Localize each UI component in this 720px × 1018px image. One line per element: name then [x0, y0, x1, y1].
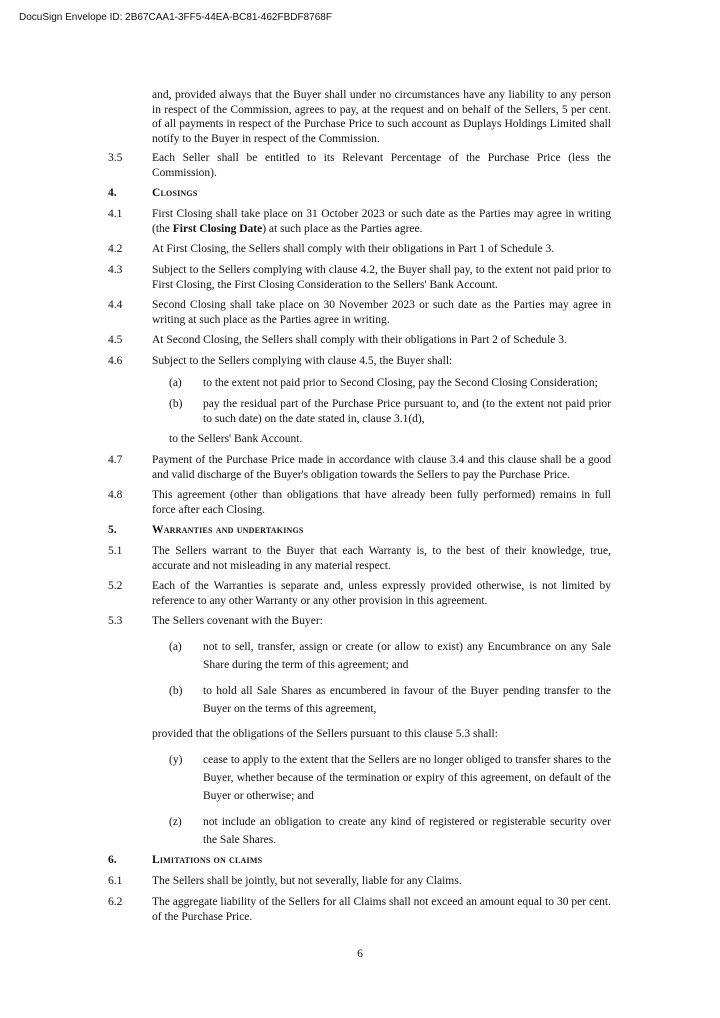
list-item-label: (b)	[169, 398, 183, 410]
list-item-text: not to sell, transfer, assign or create (or allow to exist) any Encumbrance on any Sale Share during the term of this agreement; and	[203, 641, 611, 671]
clause-number: 3.5	[108, 152, 123, 164]
clause-text: Subject to the Sellers complying with clause 4.5, the Buyer shall:	[152, 355, 453, 367]
clause-text-part: ) at such place as the Parties agree.	[262, 222, 423, 235]
clause-text: This agreement (other than obligations that have already been fully performed) remains in full force after each Closing.	[152, 489, 611, 516]
clause-number: 6.1	[108, 875, 123, 887]
clause-text: Subject to the Sellers complying with clause 4.2, the Buyer shall pay, to the extent not paid prior to First Closing, the First Closing Consideration to the Sellers' Bank Account.	[152, 264, 611, 291]
clause-number: 5.1	[108, 545, 123, 557]
list-item-text: to the extent not paid prior to Second Closing, pay the Second Closing Consideration;	[203, 377, 598, 389]
clause-number: 4.3	[108, 264, 123, 276]
list-item-text: cease to apply to the extent that the Sellers are no longer obliged to transfer shares to the Buyer, whether because of the termination or expiry of this agreement, on default of the Buyer or otherwise; and	[203, 754, 611, 802]
clause-number: 5.2	[108, 580, 123, 592]
defined-term: First Closing Date	[172, 222, 263, 235]
list-item-label: (b)	[169, 685, 183, 697]
clause-tail-text: to the Sellers' Bank Account.	[169, 433, 303, 445]
clause-text: The Sellers warrant to the Buyer that each Warranty is, to the best of their knowledge, true, accurate and not misleading in any material respect.	[152, 545, 611, 572]
list-item-text: pay the residual part of the Purchase Price pursuant to, and (to the extent not paid prior to such date) on the date stated in, clause 3.1(d),	[203, 398, 611, 425]
clause-number: 6.2	[108, 896, 123, 908]
clause-number: 4.2	[108, 243, 123, 255]
clause-number: 4.7	[108, 454, 123, 466]
page-number: 6	[357, 948, 363, 960]
list-item-text: to hold all Sale Shares as encumbered in favour of the Buyer pending transfer to the Buyer on the terms of this agreement,	[203, 685, 611, 715]
clause-text: Each Seller shall be entitled to its Relevant Percentage of the Purchase Price (less the Commission).	[152, 152, 611, 179]
clause-text: Each of the Warranties is separate and, unless expressly provided otherwise, is not limited by reference to any other Warranty or any other provision in this agreement.	[152, 580, 611, 607]
clause-text: Payment of the Purchase Price made in accordance with clause 3.4 and this clause shall be a good and valid discharge of the Buyer's obligation towards the Sellers to pay the Purchase Price.	[152, 454, 611, 481]
list-item-label: (a)	[169, 377, 182, 389]
proviso-text: provided that the obligations of the Sellers pursuant to this clause 5.3 shall:	[152, 728, 498, 740]
clause-number: 4.6	[108, 355, 123, 367]
section-number: 6.	[108, 854, 117, 866]
list-item-label: (a)	[169, 641, 182, 653]
clause-number: 4.1	[108, 208, 123, 220]
list-item-text: not include an obligation to create any kind of registered or registerable security over the Sale Shares.	[203, 816, 611, 846]
clause-text: The Sellers shall be jointly, but not severally, liable for any Claims.	[152, 875, 462, 887]
clause-text: At Second Closing, the Sellers shall comply with their obligations in Part 2 of Schedule 3.	[152, 334, 567, 346]
clause-number: 4.8	[108, 489, 123, 501]
clause-text: The Sellers covenant with the Buyer:	[152, 615, 323, 627]
docusign-envelope-id: DocuSign Envelope ID: 2B67CAA1-3FF5-44EA-BC81-462FBDF8768F	[19, 12, 332, 23]
clause-number: 4.4	[108, 299, 123, 311]
clause-text-part: First Closing shall take place on 31 October 2023 or such date as the Parties may agree in writing (the	[152, 208, 611, 235]
section-heading: Limitations on claims	[152, 854, 263, 866]
list-item-label: (z)	[169, 816, 182, 828]
section-heading: Closings	[152, 187, 198, 199]
clause-text	[152, 207, 611, 236]
clause-text: The aggregate liability of the Sellers for all Claims shall not exceed an amount equal to 30 per cent. of the Purchase Price.	[152, 896, 611, 923]
clause-number: 5.3	[108, 615, 123, 627]
clause-text: Second Closing shall take place on 30 November 2023 or such date as the Parties may agree in writing at such place as the Parties agree in writing.	[152, 299, 611, 326]
clause-text: At First Closing, the Sellers shall comply with their obligations in Part 1 of Schedule 3.	[152, 243, 555, 255]
intro-paragraph: and, provided always that the Buyer shall under no circumstances have any liability to any person in respect of the Commission, agrees to pay, at the request and on behalf of the Sellers, 5 per cent. of all payments in respect of the Purchase Price to such account as Duplays Holdings Limited shall notify to the Buyer in respect of the Commission.	[152, 89, 611, 145]
section-number: 5.	[108, 524, 117, 536]
section-number: 4.	[108, 187, 117, 199]
clause-number: 4.5	[108, 334, 123, 346]
list-item-label: (y)	[169, 754, 183, 766]
section-heading: Warranties and undertakings	[152, 524, 304, 536]
